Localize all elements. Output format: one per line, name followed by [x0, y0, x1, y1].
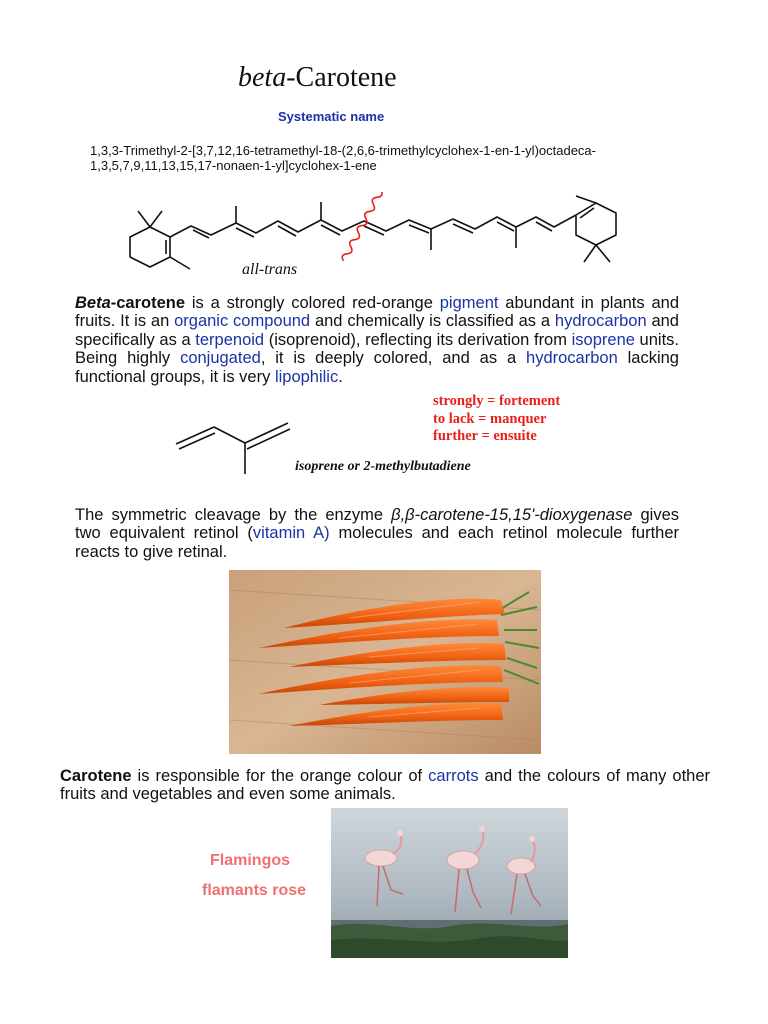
beta-carotene-structure — [120, 192, 630, 282]
link-hydrocarbon-2[interactable]: hydrocarbon — [526, 349, 618, 368]
vocab-item: to lack = manquer — [433, 410, 547, 427]
flamingos-image — [331, 808, 568, 958]
link-terpenoid[interactable]: terpenoid — [195, 330, 265, 349]
cleavage-paragraph: The symmetric cleavage by the enzyme β,β-carotene-15,15'-dioxygenase gives two equivalent retinol (vitamin A) molecules and each retinol molecule further reacts to give retinal. — [75, 506, 680, 561]
flamants-rose-label: flamants rose — [202, 882, 307, 899]
vocab-item: further = ensuite — [433, 428, 537, 444]
link-hydrocarbon[interactable]: hydrocarbon — [554, 312, 647, 331]
all-trans-caption: all-trans — [242, 261, 298, 278]
page-title: beta-Carotene — [238, 62, 397, 93]
link-isoprene[interactable]: isoprene — [571, 330, 635, 349]
systematic-name: 1,3,3-Trimethyl-2-[3,7,12,16-tetramethyl-18-(2,6,6-trimethylcyclohex-1-en-1-yl)octadeca-1,3,5,7,9,11,13,15,17-nonaen-1-yl]cyclohex-1-ene — [90, 143, 596, 173]
vocabulary-list — [433, 393, 560, 446]
systematic-name-label: Systematic name — [278, 109, 385, 124]
link-vitamin-a[interactable]: vitamin A) — [252, 524, 330, 543]
carotene-paragraph: Carotene is responsible for the orange colour of carrots and the colours of many other fruits and vegetables and even some animals. — [60, 767, 710, 804]
intro-paragraph: Beta-carotene is a strongly colored red-orange pigment abundant in plants and fruits. It is an organic compound and chemically is classified as a hydrocarbon and specifically as a terpenoid (isoprenoid), reflecting its derivation from isoprene units. Being highly conjugated, it is deeply colored, and as a hydrocarbon lacking functional groups, it is very lipophilic. — [75, 294, 679, 386]
carrots-image — [229, 570, 541, 754]
link-lipophilic[interactable]: lipophilic — [274, 367, 339, 386]
link-carrots[interactable]: carrots — [428, 767, 479, 785]
link-organic-compound[interactable]: organic compound — [174, 312, 311, 331]
link-pigment[interactable]: pigment — [439, 294, 499, 312]
vocab-item: strongly = fortement — [433, 393, 561, 409]
link-conjugated[interactable]: conjugated — [180, 349, 261, 368]
flamingos-label: Flamingos — [210, 852, 291, 869]
isoprene-caption: isoprene or 2-methylbutadiene — [295, 459, 471, 474]
isoprene-structure — [170, 418, 295, 478]
enzyme-name: β,β-carotene-15,15'-dioxygenase — [391, 506, 633, 524]
